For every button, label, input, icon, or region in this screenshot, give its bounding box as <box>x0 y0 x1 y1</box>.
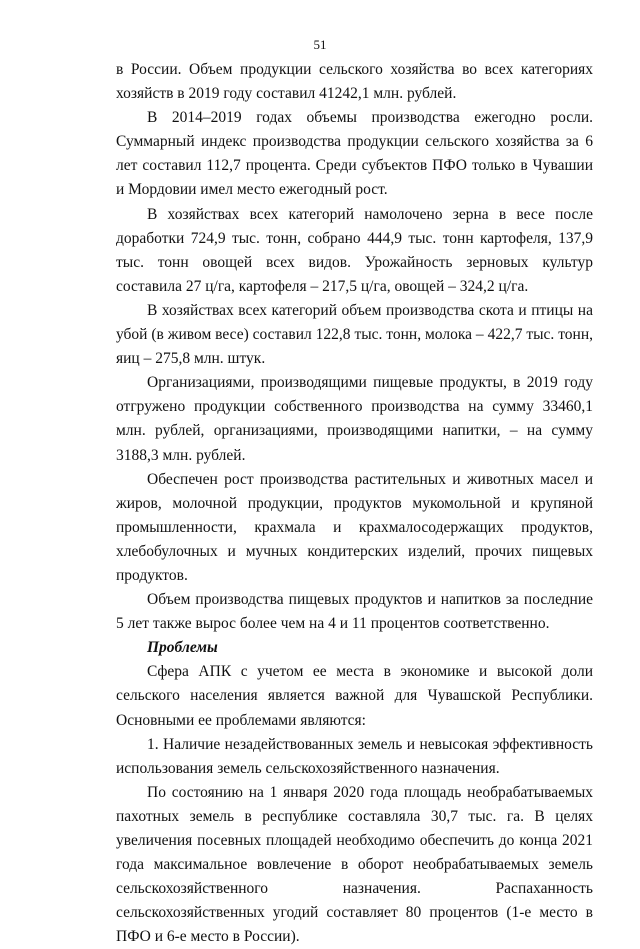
paragraph-agri-output-2019: в России. Объем продукции сельского хозяйства во всех категориях хозяйств в 2019 году составил 41242,1 млн. рублей. <box>116 61 593 103</box>
paragraph-food-drinks-volume: Объем производства пищевых продуктов и напитков за последние 5 лет также вырос более чем на 4 и 11 процентов соответственно. <box>116 591 593 633</box>
document-body <box>116 58 593 949</box>
paragraph-livestock: В хозяйствах всех категорий объем производства скота и птицы на убой (в живом весе) составил 122,8 тыс. тонн, молока – 422,7 тыс. тонн, яиц – 275,8 млн. штук. <box>116 301 593 368</box>
paragraph-apk-sphere: Сфера АПК с учетом ее места в экономике и высокой доли сельского населения является важной для Чувашской Республики. Основными ее проблемами являются: <box>116 663 593 729</box>
paragraph-production-growth: В 2014–2019 годах объемы производства ежегодно росли. Суммарный индекс производства продукции сельского хозяйства за 6 лет составил 112,7 процента. Среди субъектов ПФО только в Чувашии и Мордовии имел место ежегодный рост. <box>116 109 593 199</box>
paragraph-production-increase: Обеспечен рост производства растительных и животных масел и жиров, молочной продукции, продуктов мукомольной и крупяной промышленности, крахмала и крахмалосодержащих продуктов, хлебобулочных и мучных кондитерских изделий, прочих пищевых продуктов. <box>116 470 593 584</box>
page-number: 51 <box>313 37 327 52</box>
section-heading-problems: Проблемы <box>147 639 218 657</box>
paragraph-problem-1: 1. Наличие незадействованных земель и невысокая эффективность использования земель сельскохозяйственного назначения. <box>116 735 593 777</box>
paragraph-crop-harvest: В хозяйствах всех категорий намолочено зерна в весе после доработки 724,9 тыс. тонн, собрано 444,9 тыс. тонн картофеля, 137,9 тыс. тонн овощей всех видов. Урожайность зерновых культур составила 27 ц/га, картофеля – 217,5 ц/га, овощей – 324,2 ц/га. <box>116 205 593 295</box>
paragraph-unused-land: По состоянию на 1 января 2020 года площадь необрабатываемых пахотных земель в республике составляла 30,7 тыс. га. В целях увеличения посевных площадей необходимо обеспечить до конца 2021 года максимальное вовлечение в оборот необрабатываемых земель сельскохозяйственного назначения. Распаханность сельскохозяйственных угодий составляет 80 процентов (1-е место в ПФО и 6-е место в России). <box>116 783 593 946</box>
paragraph-food-producers: Организациями, производящими пищевые продукты, в 2019 году отгружено продукции собственного производства на сумму 33460,1 млн. рублей, организациями, производящими напитки, – на сумму 3188,3 млн. рублей. <box>116 374 593 464</box>
